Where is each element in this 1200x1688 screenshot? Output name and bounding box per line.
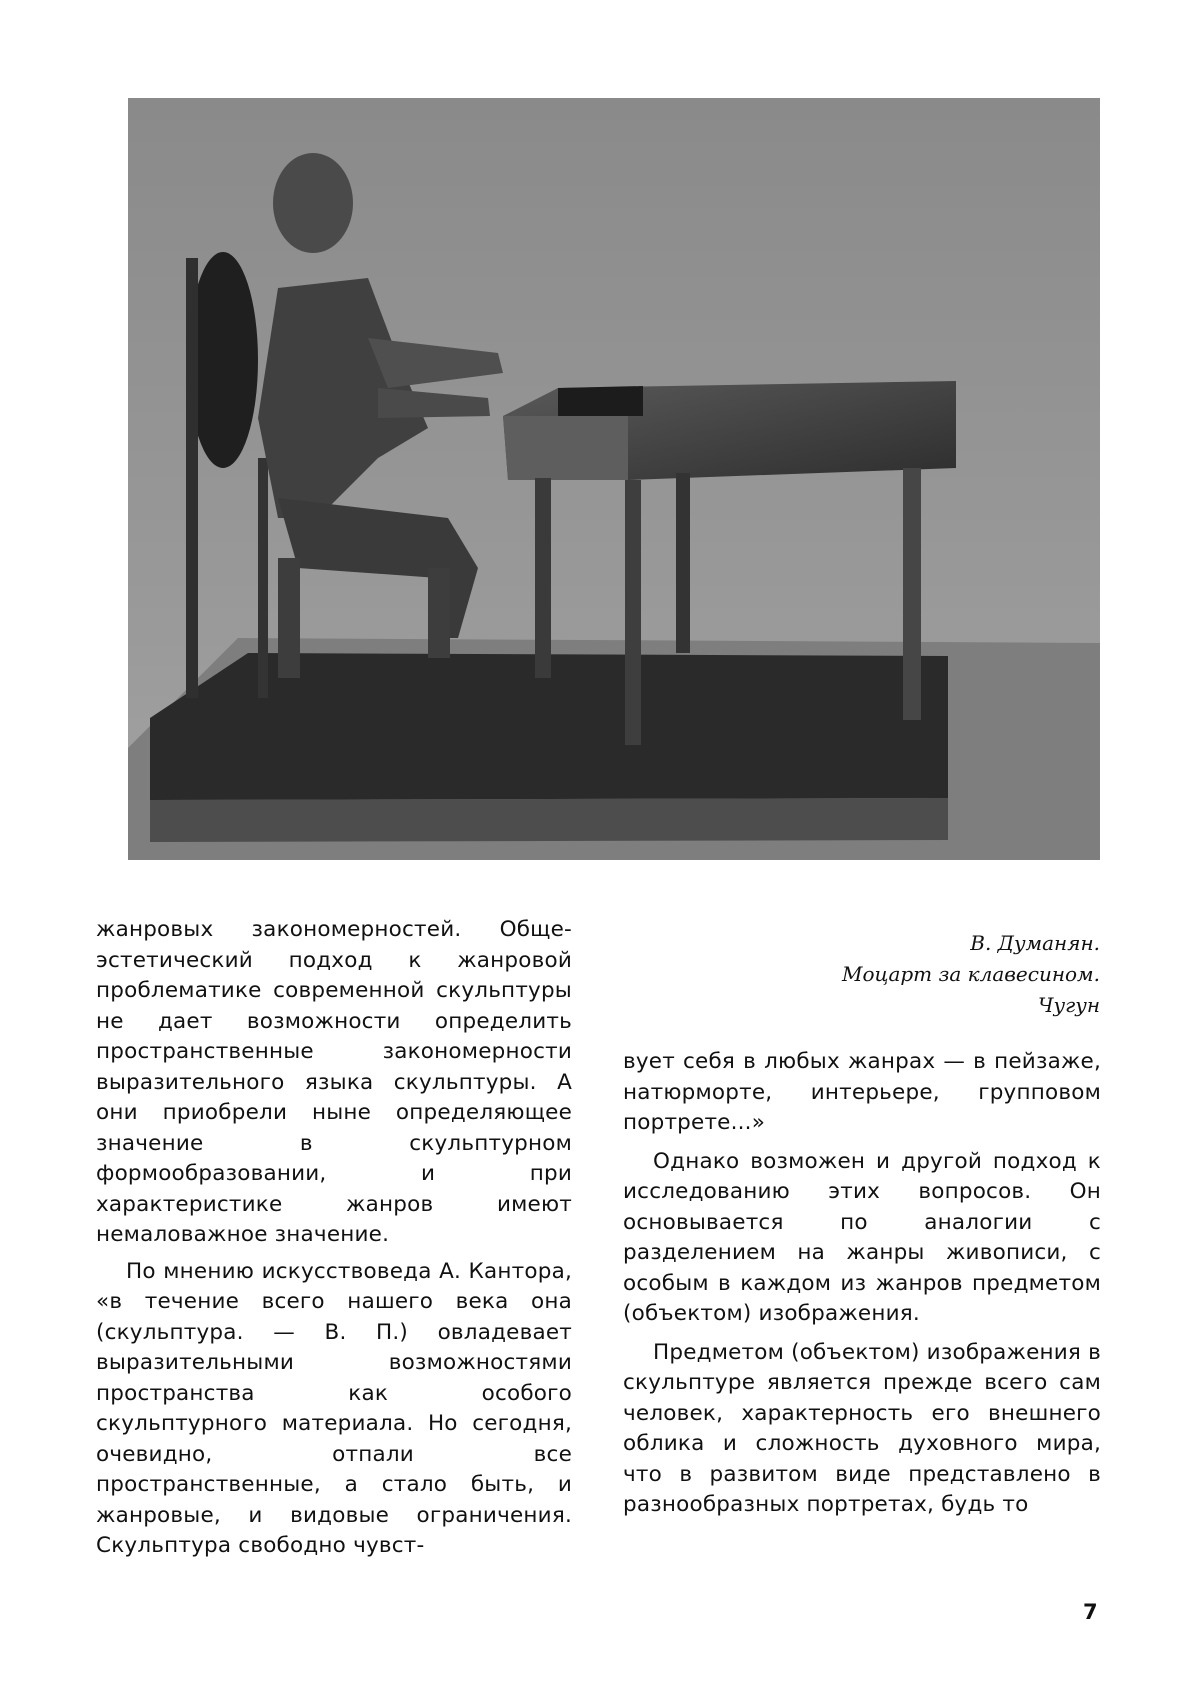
paragraph: Однако возможен и другой подход к исследованию этих вопросов. Он основывается по аналогии с разделением на жанры живописи, с особым в каждом из жанров предметом (объектом) изображения. <box>623 1148 1101 1326</box>
sculpture-photo <box>128 98 1100 860</box>
caption-material: Чугун <box>1038 993 1100 1017</box>
page-number: 7 <box>1083 1600 1098 1624</box>
paragraph: жанровых закономерностей. Обще-эстетический подход к жанровой проблематике современной скульптуры не дает возможности определить пространственные закономерности выразительного языка скульптуры. А они приобрели ныне определяющее значение в скульптурном формообразовании, и при характеристике жанров имеют немаловажное значение. <box>96 917 572 1247</box>
paragraph: вует себя в любых жанрах — в пейзаже, натюрморте, интерьере, групповом портрете...» <box>623 1049 1101 1135</box>
paragraph: По мнению искусствоведа А. Кантора, «в течение всего нашего века она (скульптура. — В. П.) овладевает выразительными возможностями пространства как особого скульптурного материала. Но сегодня, очевидно, отпали все пространственные, а стало быть, и жанровые, и видовые ограничения. Скульптура свободно чувст- <box>96 1258 572 1558</box>
text-column-right <box>623 1047 1101 1521</box>
caption-title: Моцарт за клавесином. <box>841 962 1100 986</box>
text-column-left <box>96 915 572 1562</box>
paragraph: Предметом (объектом) изображения в скульптуре является прежде всего сам человек, характерность его внешнего облика и сложность духовного мира, что в развитом виде представлено в разнообразных портретах, будь то <box>623 1339 1101 1517</box>
photo-caption <box>842 928 1100 1021</box>
sculpture-illustration <box>128 98 1100 860</box>
caption-author: В. Думанян. <box>970 931 1100 955</box>
figure-head <box>273 153 353 253</box>
chair <box>188 252 258 468</box>
